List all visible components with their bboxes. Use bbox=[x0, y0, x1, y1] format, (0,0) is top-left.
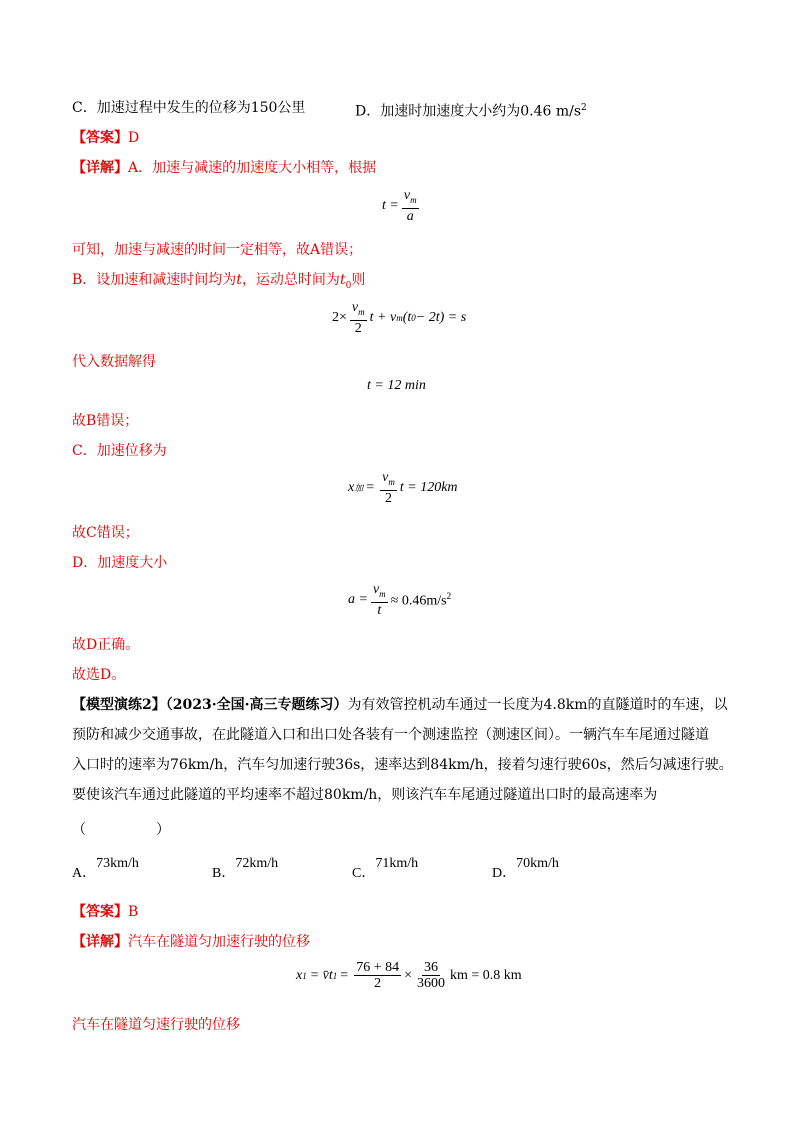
detail-1-b-conclusion: 故B错误； bbox=[72, 413, 139, 429]
option-d-prev: D．加速时加速度大小约为0.46 $m/s^2$ bbox=[355, 103, 587, 120]
problem-2-option-a: A．73km/h bbox=[72, 856, 139, 881]
detail-1-d-conclusion: 故D正确。 bbox=[72, 637, 140, 653]
detail-1-a-conclusion: 可知，加速与减速的时间一定相等，故A错误； bbox=[72, 242, 363, 258]
problem-2-line-1: 【模型演练2】（2023·全国·高三专题练习）为有效管控机动车通过一长度为4.8km的直隧道时的车速，以 bbox=[72, 697, 728, 713]
equation-acceleration: a = $\frac{v_m}{t}$ ≈ $0.46m/s^2$ bbox=[348, 582, 452, 618]
problem-2-line-3: 入口时的速率为76km/h，汽车匀加速行驶36s，速率达到84km/h，接着匀速行驶60s，然后匀减速行驶。 bbox=[72, 757, 733, 773]
problem-2-option-b: B．72km/h bbox=[212, 856, 279, 881]
equation-x1: x 1 = v̄t 1 = $\frac{76 + 84}{2}$ × $\frac{36}{3600}$ km = 0.8 km bbox=[296, 960, 522, 991]
equation-total-distance: 2× $\frac{v_m}{2}$ t + v m (t 0 − 2t) = s bbox=[332, 300, 467, 336]
detail-1-final: 故选D。 bbox=[72, 667, 126, 683]
detail-1-c-conclusion: 故C错误； bbox=[72, 525, 139, 541]
detail-1-b-intro: B．设加速和减速时间均为t，运动总时间为$t_0$则 bbox=[72, 272, 366, 291]
detail-2-intro: 【详解】汽车在隧道匀加速行驶的位移 bbox=[72, 934, 310, 950]
problem-2-line-4: 要使该汽车通过此隧道的平均速率不超过80km/h，则该汽车车尾通过隧道出口时的最高速率为 bbox=[72, 787, 658, 803]
equation-accel-displacement: x 加 = $\frac{v_m}{2}$ t = 120km bbox=[348, 470, 458, 506]
answer-2: 【答案】B bbox=[72, 904, 139, 920]
detail-1-d-intro: D．加速度大小 bbox=[72, 555, 168, 571]
problem-2-option-c: C．71km/h bbox=[352, 856, 419, 881]
problem-2-line-2: 预防和减少交通事故，在此隧道入口和出口处各装有一个测速监控（测速区间）。一辆汽车车尾通过隧道 bbox=[72, 727, 709, 743]
equation-t-vm-over-a: t = $\frac{v_m}{a}$ bbox=[382, 188, 417, 224]
equation-t-12min: t = 12 min bbox=[367, 378, 426, 393]
answer-1: 【答案】D bbox=[72, 130, 140, 146]
option-c-prev: C．加速过程中发生的位移为150公里 bbox=[72, 100, 306, 116]
detail-1-a-intro: 【详解】A．加速与减速的加速度大小相等，根据 bbox=[72, 160, 377, 176]
detail-1-c-intro: C．加速位移为 bbox=[72, 443, 167, 459]
detail-2-next: 汽车在隧道匀速行驶的位移 bbox=[72, 1017, 240, 1033]
problem-2-option-d: D．70km/h bbox=[492, 856, 559, 881]
detail-1-b-substitute: 代入数据解得 bbox=[72, 354, 156, 370]
problem-2-bracket: （ ） bbox=[72, 822, 170, 838]
